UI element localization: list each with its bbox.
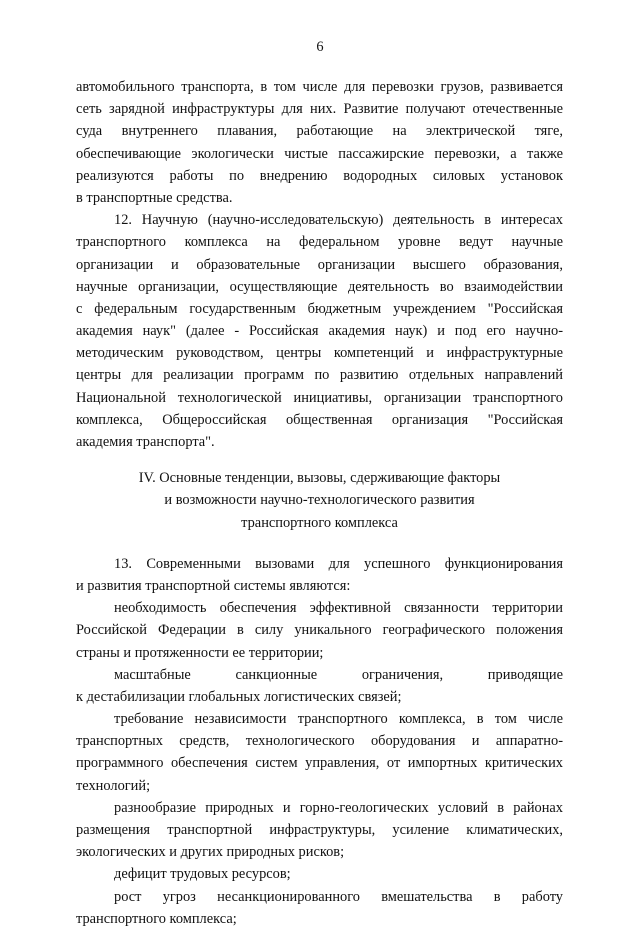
text-line: 13. Современными вызовами для успешного функционирования [114, 555, 563, 572]
list-item [76, 597, 563, 664]
list-item [76, 863, 563, 885]
text-line: транспортных средств, технологического оборудования и аппаратно- [76, 733, 563, 750]
section-heading [76, 467, 563, 534]
text-line: к дестабилизации глобальных логистических связей; [76, 688, 402, 705]
heading-line: и возможности научно-технологического развития [164, 492, 475, 509]
text-line: экологических и других природных рисков; [76, 844, 345, 861]
text-line: необходимость обеспечения эффективной связанности территории [114, 600, 563, 617]
text-line: Российской Федерации в силу уникального географического положения [76, 622, 563, 639]
text-line: требование независимости транспортного комплекса, в том числе [114, 711, 563, 728]
list-item [76, 664, 563, 708]
document-body [76, 76, 563, 930]
paragraph-12 [76, 209, 563, 453]
list-item [76, 886, 563, 930]
list-item [76, 708, 563, 797]
text-line: обеспечивающие экологически чистые пассажирские перевозки, а также [76, 145, 563, 162]
text-line: реализуются работы по внедрению водородных силовых установок [76, 167, 563, 184]
text-line: академия наук" (далее - Российская академия наук) и под его научно- [76, 323, 563, 340]
text-line: с федеральным государственным бюджетным учреждением "Российская [76, 300, 563, 317]
text-line: транспортного комплекса; [76, 910, 237, 927]
text-line: и развития транспортной системы являются: [76, 577, 351, 594]
text-line: дефицит трудовых ресурсов; [114, 866, 291, 883]
text-line: Национальной технологической инициативы, организации транспортного [76, 389, 563, 406]
text-line: в транспортные средства. [76, 189, 233, 206]
heading-line: транспортного комплекса [241, 514, 398, 531]
text-line: академия транспорта". [76, 434, 215, 450]
heading-line: IV. Основные тенденции, вызовы, сдерживающие факторы [138, 470, 501, 487]
paragraph-13 [76, 553, 563, 597]
text-line: центры для реализации программ по развитию отдельных направлений [76, 367, 563, 384]
text-line: комплекса, Общероссийская общественная организация "Российская [76, 411, 563, 428]
page-number: 6 [316, 39, 324, 55]
text-line: технологий; [76, 777, 151, 794]
text-line: автомобильного транспорта, в том числе для перевозки грузов, развивается [76, 79, 563, 95]
text-line: программного обеспечения систем управления, от импортных критических [76, 755, 563, 772]
text-line: страны и протяженности ее территории; [76, 644, 324, 661]
paragraph-continuation [76, 76, 563, 209]
text-line: разнообразие природных и горно-геологических условий в районах [114, 799, 563, 816]
text-line: сеть зарядной инфраструктуры для них. Развитие получают отечественные [76, 101, 563, 118]
text-line: научные организации, осуществляющие деятельность во взаимодействии [76, 278, 563, 295]
text-line: транспортного комплекса на федеральном уровне ведут научные [76, 234, 563, 251]
text-line: суда внутреннего плавания, работающие на электрической тяге, [76, 123, 563, 140]
text-line: методическим руководством, центры компетенций и инфраструктурные [76, 345, 563, 362]
text-line: рост угроз несанкционированного вмешательства в работу [114, 888, 563, 905]
text-line: масштабные санкционные ограничения, приводящие [114, 666, 563, 683]
list-item [76, 797, 563, 864]
text-line: организации и образовательные организации высшего образования, [76, 256, 563, 273]
text-line: размещения транспортной инфраструктуры, усиление климатических, [76, 822, 563, 838]
text-line: 12. Научную (научно-исследовательскую) деятельность в интересах [114, 212, 563, 229]
